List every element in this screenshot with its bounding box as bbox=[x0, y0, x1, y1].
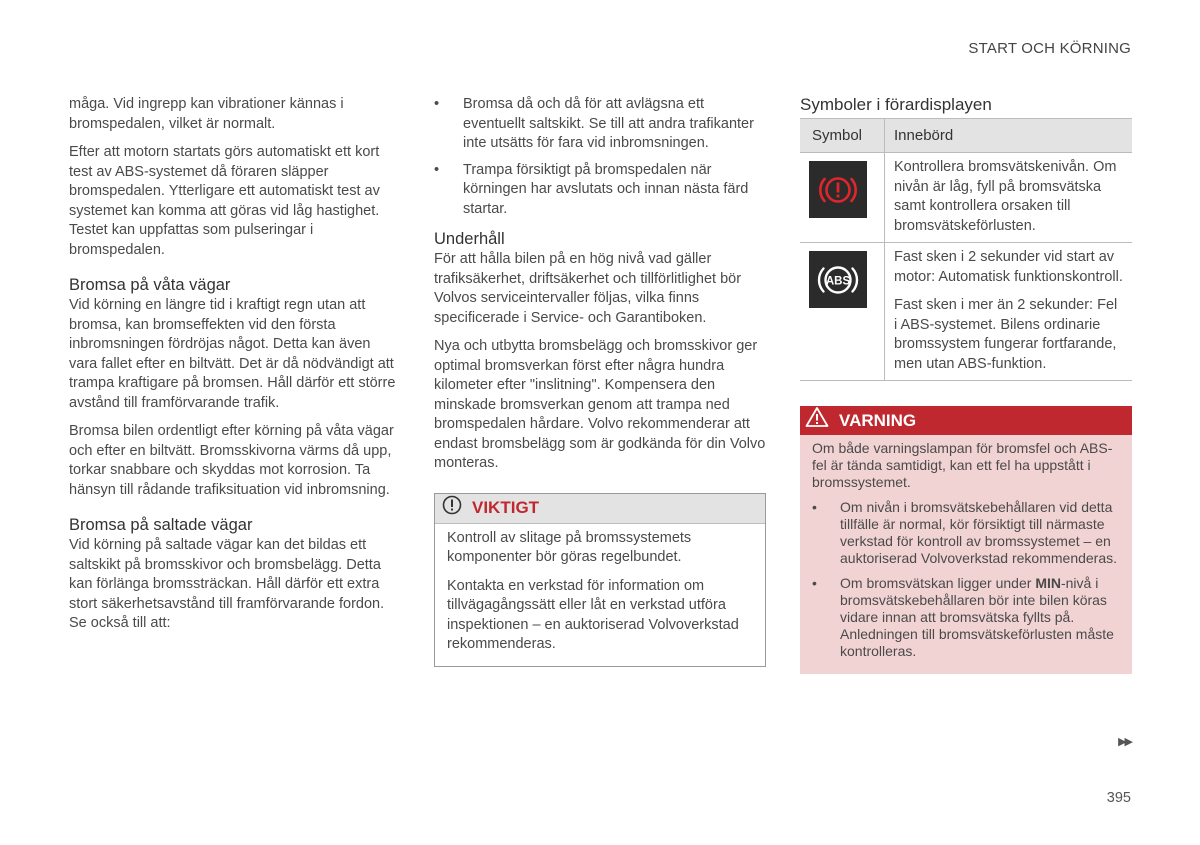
paragraph: Kontakta en verkstad för information om tillvägagångssätt eller låt en verkstad utföra inspektionen – en auktoriserad Volvoverkstad rekommenderas. bbox=[447, 577, 739, 652]
warning-box bbox=[800, 406, 1132, 674]
paragraph: Kontroll av slitage på bromssystemets komponenter bör göras regelbundet. bbox=[447, 529, 692, 565]
paragraph: För att hålla bilen på en hög nivå vad gäller trafiksäkerhet, driftsäkerhet och tillförlitlighet bör Volvos serviceintervaller följas, vilka finns specificerade i Service- och Garantiboken. bbox=[434, 251, 742, 326]
meaning-cell bbox=[885, 153, 1133, 243]
warning-box-title: VARNING bbox=[839, 410, 917, 430]
list-item-text: Bromsa då och då för att avlägsna ett eventuellt saltskikt. Se till att andra trafikanter inte utsätts för fara vid inbromsningen. bbox=[463, 96, 754, 151]
paragraph: Fast sken i mer än 2 sekunder: Fel i ABS-systemet. Bilens ordinarie bromssystem fungerar fortfarande, men utan ABS-funktion. bbox=[894, 297, 1118, 372]
list-item bbox=[434, 95, 766, 154]
bullet-icon: • bbox=[434, 161, 440, 178]
bullet-list bbox=[812, 499, 1120, 660]
page-number: 395 bbox=[1106, 790, 1131, 806]
heading-salted-roads: Bromsa på saltade vägar bbox=[69, 516, 253, 534]
section-header: START OCH KÖRNING bbox=[968, 40, 1131, 57]
text-span: Om bromsvätskan ligger under bbox=[840, 575, 1036, 591]
table-row bbox=[800, 153, 1132, 243]
text-span: -nivå i bromsvätskebehållaren bör inte bilen köras vidare innan att bromsvätska fyllts på. Anledningen till bromsvätskeförlusten måste kontrolleras. bbox=[840, 575, 1114, 659]
bullet-list bbox=[434, 95, 766, 219]
warning-triangle-icon bbox=[805, 406, 829, 435]
column-1 bbox=[69, 95, 399, 643]
column-3 bbox=[800, 95, 1132, 674]
min-level-label: MIN bbox=[1035, 575, 1061, 591]
paragraph: Vid körning på saltade vägar kan det bildas ett saltskikt på bromsskivor och bromsbelägg. Detta kan förlänga bromssträckan. Håll därför ett extra stort säkerhetsavstånd till framförvarande fordon. Se också till att: bbox=[69, 537, 385, 631]
warning-box-header bbox=[800, 406, 1132, 435]
brake-warning-icon bbox=[809, 161, 867, 218]
list-item-text bbox=[840, 575, 1114, 659]
symbol-cell bbox=[800, 153, 885, 243]
heading-maintenance: Underhåll bbox=[434, 230, 505, 248]
column-header-symbol: Symbol bbox=[800, 119, 885, 153]
important-box-body bbox=[435, 524, 765, 666]
paragraph: Om både varningslampan för bromsfel och ABS-fel är tända samtidigt, kan ett fel ha uppstått i bromssystemet. bbox=[812, 440, 1113, 490]
paragraph: måga. Vid ingrepp kan vibrationer kännas i bromspedalen, vilket är normalt. bbox=[69, 96, 344, 132]
paragraph: Vid körning en längre tid i kraftigt regn utan att bromsa, kan bromseffekten vid den första inbromsningen fördröjas något. Detta kan även vara fallet efter en biltvätt. Det är då nödvändigt att trampa kraftigare på bromsen. Håll därför ett större avstånd till framförvarande trafik. bbox=[69, 297, 396, 411]
important-box-title: VIKTIGT bbox=[472, 498, 540, 518]
next-page-arrow-icon: ▶▶ bbox=[1118, 736, 1131, 748]
table-row bbox=[800, 243, 1132, 381]
list-item bbox=[434, 161, 766, 220]
important-box-header bbox=[435, 494, 765, 524]
list-item-text: Trampa försiktigt på bromspedalen när körningen har avslutats och innan nästa färd startar. bbox=[463, 161, 749, 217]
meaning-cell bbox=[885, 243, 1133, 381]
bullet-icon: • bbox=[812, 499, 817, 515]
paragraph: Bromsa bilen ordentligt efter körning på våta vägar och efter en biltvätt. Bromsskivorna värms då upp, torkar snabbare och skyddas mot korrosion. Ta hänsyn till rådande trafiksituation vid inbromsning. bbox=[69, 423, 394, 498]
list-item bbox=[812, 575, 1120, 660]
paragraph: Kontrollera bromsvätskenivån. Om nivån är låg, fyll på bromsvätska samt kontrollera orsaken till bromsvätskeförlusten. bbox=[894, 159, 1117, 234]
exclamation-circle-icon bbox=[442, 495, 462, 522]
paragraph: Fast sken i 2 sekunder vid start av motor: Automatisk funktionskontroll. bbox=[894, 249, 1123, 285]
list-item-text: Om nivån i bromsvätskebehållaren vid detta tillfälle är normal, kör försiktigt till närmaste verkstad för kontroll av bromssystemet – en auktoriserad Volvoverkstad rekommenderas. bbox=[840, 499, 1118, 566]
symbols-title: Symboler i förardisplayen bbox=[800, 95, 992, 114]
column-2 bbox=[434, 95, 766, 667]
bullet-icon: • bbox=[812, 575, 817, 591]
heading-wet-roads: Bromsa på våta vägar bbox=[69, 276, 231, 294]
table-header-row bbox=[800, 119, 1132, 153]
paragraph: Nya och utbytta bromsbelägg och bromsskivor ger optimal bromsverkan först efter några hundra kilometer efter "inslitning". Kompensera den minskade bromsverkan genom att trampa ned bromspedalen hårdare. Volvo rekommenderar att endast bromsbelägg som är godkända för din Volvo monteras. bbox=[434, 338, 766, 471]
column-header-meaning: Innebörd bbox=[885, 119, 1133, 153]
abs-icon-label: ABS bbox=[825, 275, 851, 287]
list-item bbox=[812, 499, 1120, 567]
bullet-icon: • bbox=[434, 96, 440, 112]
paragraph: Efter att motorn startats görs automatiskt ett kort test av ABS-systemet då föraren släpper bromspedalen. Ytterligare ett automatiskt test av systemet kan komma att göras vid låg hastighet. Testet kan uppfattas som pulseringar i bromspedalen. bbox=[69, 144, 380, 258]
symbols-table bbox=[800, 118, 1132, 381]
abs-warning-icon bbox=[809, 251, 867, 308]
important-box bbox=[434, 493, 766, 667]
warning-box-body bbox=[800, 435, 1132, 674]
symbol-cell bbox=[800, 243, 885, 381]
